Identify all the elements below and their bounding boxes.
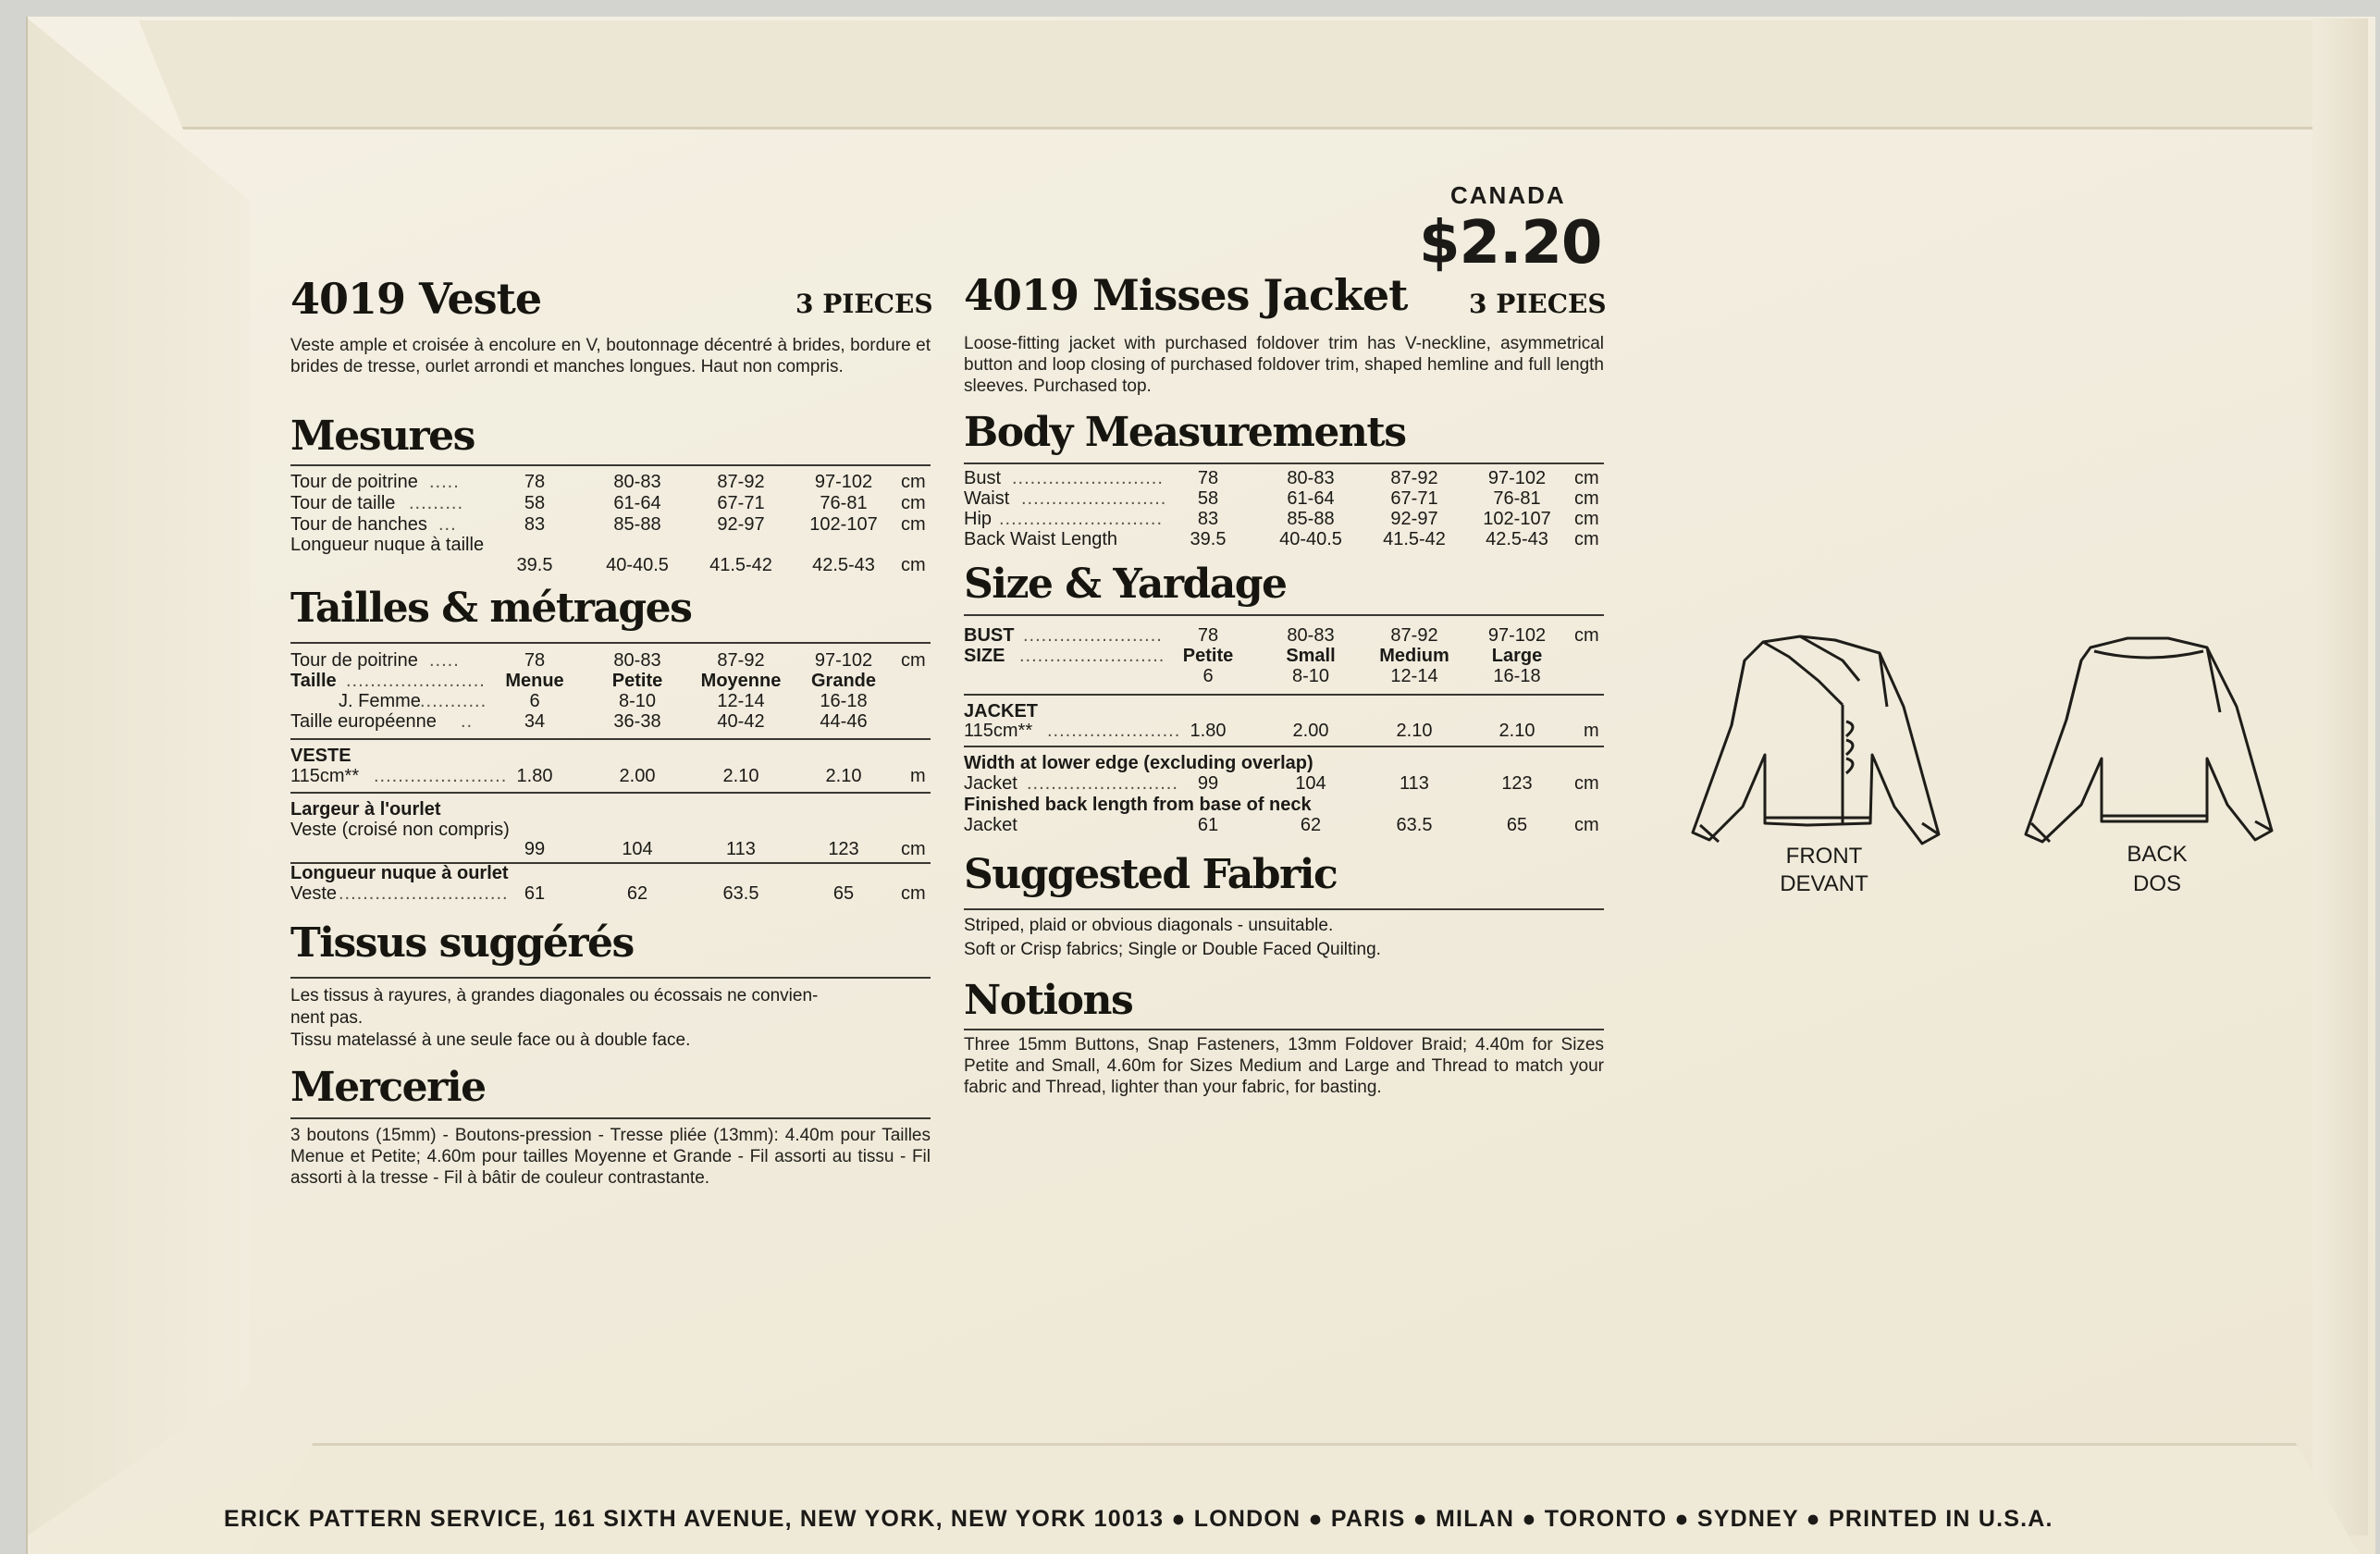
size-rule: [964, 694, 1604, 696]
front-label-en: FRONT: [1785, 844, 1863, 869]
footer-address: ERICK PATTERN SERVICE, 161 SIXTH AVENUE, NEW YORK, NEW YORK 10013 ● LONDON ● PARIS ● MILAN ● TORONTO ● SYDNEY ● PRINTED IN U.S.A.: [224, 1506, 2053, 1532]
mercerie-heading: Mercerie: [290, 1064, 486, 1111]
envelope-flap-right: [2312, 18, 2368, 1536]
tailles-row: J. Femme ........... 6 8-10 12-14 16-18: [339, 691, 868, 711]
row-label: Tour de poitrine: [290, 472, 418, 492]
tissus-line2: nent pas.: [290, 1008, 364, 1028]
tailles-row: Tour de poitrine ..... 78 80-83 87-92 97-102 cm: [290, 650, 926, 671]
width-row: Jacket ......................... 99 104 113 123 cm: [964, 773, 1599, 794]
mesures-heading: Mesures: [290, 413, 475, 460]
envelope-flap-bottom: [250, 1443, 2359, 1554]
tissus-heading: Tissus suggérés: [290, 919, 634, 967]
tissus-line3: Tissu matelassé à une seule face ou à double face.: [290, 1030, 691, 1050]
mesures-rule: [290, 464, 931, 466]
mesures-row: 39.5 40-40.5 41.5-42 42.5-43 cm: [516, 555, 926, 575]
tissus-line1: Les tissus à rayures, à grandes diagonales ou écossais ne convien-: [290, 986, 819, 1005]
envelope-flap-left: [28, 18, 250, 1536]
notions-heading: Notions: [964, 977, 1133, 1024]
body-row: Bust ......................... 78 80-83 87-92 97-102 cm: [964, 468, 1599, 488]
back-label-en: BACK: [2127, 842, 2188, 867]
size-num-row: 6 8-10 12-14 16-18: [1202, 666, 1541, 686]
longueur-row: Veste ............................ 61 62 63.5 65 cm: [290, 883, 926, 904]
fabric-line2: Soft or Crisp fabrics; Single or Double Faced Quilting.: [964, 940, 1381, 959]
size-yardage-rule: [964, 614, 1604, 616]
notions-rule: [964, 1029, 1604, 1030]
english-title: 4019 Misses Jacket: [964, 270, 1408, 320]
fabric-line1: Striped, plaid or obvious diagonals - unsuitable.: [964, 916, 1334, 935]
envelope-flap-top: [139, 20, 2359, 130]
back-label-fr: DOS: [2132, 871, 2181, 896]
size-row: SIZE ........................ Petite Small Medium Large: [964, 646, 1543, 666]
mesures-row-label: Longueur nuque à taille: [290, 535, 485, 555]
jacket-row: 115cm** ...................... 1.80 2.00 2.10 2.10 m: [964, 721, 1599, 741]
mercerie-rule: [290, 1117, 931, 1119]
body-measurements-heading: Body Measurements: [964, 409, 1406, 456]
veste-rule: [290, 792, 931, 794]
body-row: Back Waist Length 39.5 40-40.5 41.5-42 42.5-43 cm: [964, 529, 1599, 549]
veste-row: 115cm** ...................... 1.80 2.00 2.10 2.10 m: [290, 766, 926, 786]
fabric-heading: Suggested Fabric: [964, 851, 1338, 898]
tailles-heading: Tailles & métrages: [290, 585, 692, 632]
body-row: Waist ........................ 58 61-64 67-71 76-81 cm: [964, 488, 1599, 509]
french-pieces: 3 PIECES: [795, 289, 933, 319]
mesures-row: Tour de taille ......... 58 61-64 67-71 76-81 cm: [290, 493, 926, 513]
tissus-rule: [290, 977, 931, 979]
tailles-row: Taille européenne .. 34 36-38 40-42 44-46: [290, 711, 868, 732]
front-label-fr: DEVANT: [1780, 871, 1868, 896]
tailles-rule: [290, 738, 931, 740]
tailles-row: Taille ....................... Menue Petite Moyenne Grande: [290, 671, 877, 691]
body-row: Hip ........................... 83 85-88 92-97 102-107 cm: [964, 509, 1599, 529]
price-value: $2.20: [1419, 209, 1602, 278]
price-country: CANADA: [1450, 181, 1566, 209]
english-description: Loose-fitting jacket with purchased foldover trim has V-neckline, asymmetrical button and loop closing of purchased foldover trim, shaped hemline and full length sleeves. Purchased top.: [964, 334, 1604, 396]
body-measurements-rule: [964, 462, 1604, 464]
mercerie-text: 3 boutons (15mm) - Boutons-pression - Tresse pliée (13mm): 4.40m pour Tailles Menue et Petite; 4.60m pour tailles Moyenne et Grande - Fil assorti au tissu - Fil assorti à la tresse - Fil à bâtir de couleur contrastante.: [290, 1126, 931, 1188]
tailles-rule: [290, 642, 931, 644]
mesures-row: Tour de poitrine ..... 78 80-83 87-92 97-102 cm: [290, 472, 926, 492]
size-yardage-heading: Size & Yardage: [964, 561, 1287, 608]
english-pieces: 3 PIECES: [1469, 289, 1607, 319]
bust-row: BUST ....................... 78 80-83 87-92 97-102 cm: [964, 625, 1599, 646]
notions-text: Three 15mm Buttons, Snap Fasteners, 13mm Foldover Braid; 4.40m for Sizes Petite and Small, 4.60m for Sizes Medium and Large and Thread to match your fabric and Thread, lighter than your fabric, for basting.: [964, 1035, 1604, 1097]
mesures-row: Tour de hanches ... 83 85-88 92-97 102-107 cm: [290, 514, 926, 535]
jacket-rule: [964, 746, 1604, 747]
largeur-row: 99 104 113 123 cm: [524, 839, 926, 859]
french-description: Veste ample et croisée à encolure en V, boutonnage décentré à brides, bordure et brides de tresse, ourlet arrondi et manches longues. Haut non compris.: [290, 336, 931, 376]
french-title: 4019 Veste: [290, 274, 542, 324]
jacket-front-illustration: [1661, 633, 1976, 855]
fabric-rule: [964, 908, 1604, 910]
back-length-row: Jacket 61 62 63.5 65 cm: [964, 815, 1599, 835]
jacket-back-illustration: [1998, 633, 2312, 855]
